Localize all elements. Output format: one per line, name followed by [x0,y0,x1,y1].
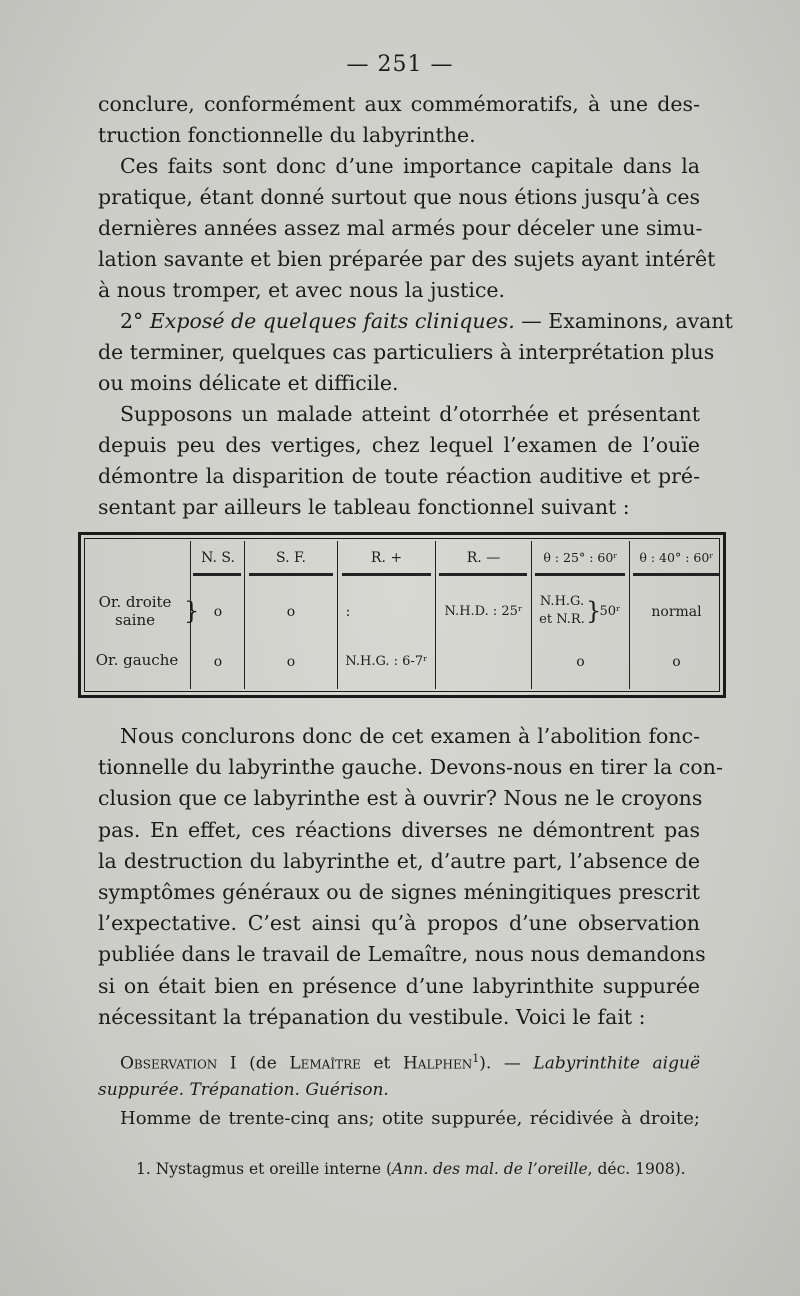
column-header: S. F. [276,550,306,566]
text-line: symptômes généraux ou de signes méningitiques prescrit [98,880,700,905]
text-line: lation savante et bien préparée par des sujets ayant intérêt [98,247,716,271]
header-rule [439,573,527,576]
text-line: si on était bien en présence d’une labyrinthite suppurée [98,973,700,998]
paragraph-2 [98,151,716,306]
text-line: depuis peu des vertiges, chez lequel l’examen de l’ouïe [98,433,700,457]
header-rule [193,573,241,576]
text-line: dernières années assez mal armés pour déceler une simu- [98,216,703,240]
row-label: Or. droite [98,593,172,611]
observation-title: Observation I [120,1053,237,1074]
text-line: Nous conclurons donc de cet examen à l’abolition fonc- [120,724,700,748]
column-header: R. — [466,550,501,566]
table-cell: o [286,604,296,620]
author-name: Lemaître [289,1053,361,1074]
column-header: N. S. [201,550,235,566]
text-line: pas. En effet, ces réactions diverses ne démontrent pas [98,817,700,842]
text-line: l’expectative. C’est ainsi qu’à propos d’une observation [98,911,700,936]
column-header: θ : 25° : 60ʳ [543,550,618,565]
table-cell: : [345,604,351,620]
text-line: conclure, conformément aux commémoratifs, à une des- [98,92,700,116]
paragraph-6 [98,1103,700,1134]
footnote-number: 1. [136,1160,151,1178]
table-cell: o [576,654,585,670]
column-header: θ : 40° : 60ʳ [639,550,714,565]
footnote-source: Ann. des mal. de l’oreille [392,1160,588,1178]
row-label: Or. gauche [95,651,179,669]
header-rule [249,573,333,576]
header-rule [535,573,625,576]
paragraph-4 [98,399,700,523]
text-line: ou moins délicate et difficile. [98,371,399,395]
text-line: sentant par ailleurs le tableau fonctionnel suivant : [98,495,630,519]
text-line: truction fonctionnelle du labyrinthe. [98,123,476,147]
observation-heading: Observation I (de Lemaître et Halphen$^1$). — Labyrinthite aiguë suppurée. Trépanation. Guérison. [98,1046,700,1103]
text-line: pratique, étant donné surtout que nous étions jusqu’à ces [98,185,700,209]
header-rule [633,573,719,576]
table-cell: o [213,604,223,620]
section-heading: Exposé de quelques faits cliniques. [149,309,515,333]
text-line: nécessitant la trépanation du vestibule. Voici le fait : [98,1004,646,1029]
author-name: Halphen [402,1053,473,1074]
functional-table [78,532,726,698]
text-line: à nous tromper, et avec nous la justice. [98,278,506,302]
column-header: R. + [370,550,403,566]
table-cell: N.H.D. : 25ʳ [444,604,523,619]
text-line: Homme de trente-cinq ans; otite suppurée, récidivée à droite; [120,1108,700,1129]
text-line: la destruction du labyrinthe et, d’autre part, l’absence de [98,848,700,873]
text-line: de terminer, quelques cas particuliers à interprétation plus [98,340,715,364]
table-cell: N.H.G. [539,594,585,609]
text-line: tionnelle du labyrinthe gauche. Devons-nous en tirer la con- [98,755,723,780]
section-number: 2° [120,309,144,333]
text-fragment: — Examinons, avant [514,309,733,333]
text-line: Supposons un malade atteint d’otorrhée et présentant [120,402,700,426]
header-rule [342,573,431,576]
page-number: — 251 — [346,52,454,77]
footnote-mark: 1 [472,1052,480,1065]
text-line: Ces faits sont donc d’une importance capitale dans la [120,154,700,178]
table-cell: normal [651,604,702,620]
text-line: clusion que ce labyrinthe est à ouvrir? Nous ne le croyons [98,786,703,811]
table-cell: o [286,654,296,670]
text-line: démontre la disparition de toute réaction auditive et pré- [98,464,700,488]
section-heading-line [98,306,733,337]
footnote: 1. Nystagmus et oreille interne (Ann. des mal. de l’oreille, déc. 1908). [136,1160,686,1178]
brace-icon: } [586,597,602,625]
table-cell: o [213,654,223,670]
observation-subtitle: suppurée. Trépanation. Guérison. [98,1079,389,1100]
observation-subtitle: Labyrinthite aiguë [533,1053,701,1074]
table-cell: 50ʳ [599,604,621,619]
paragraph-3 [98,306,733,399]
text-line: publiée dans le travail de Lemaître, nous nous demandons [98,942,706,967]
row-label: saine [115,611,155,629]
table-cell: N.H.G. : 6-7ʳ [345,654,428,669]
paragraph-1 [98,89,700,151]
paragraph-5 [98,721,723,1033]
table-cell: et N.R. [539,612,585,627]
table-cell: o [672,654,681,670]
brace-icon: } [184,597,200,625]
